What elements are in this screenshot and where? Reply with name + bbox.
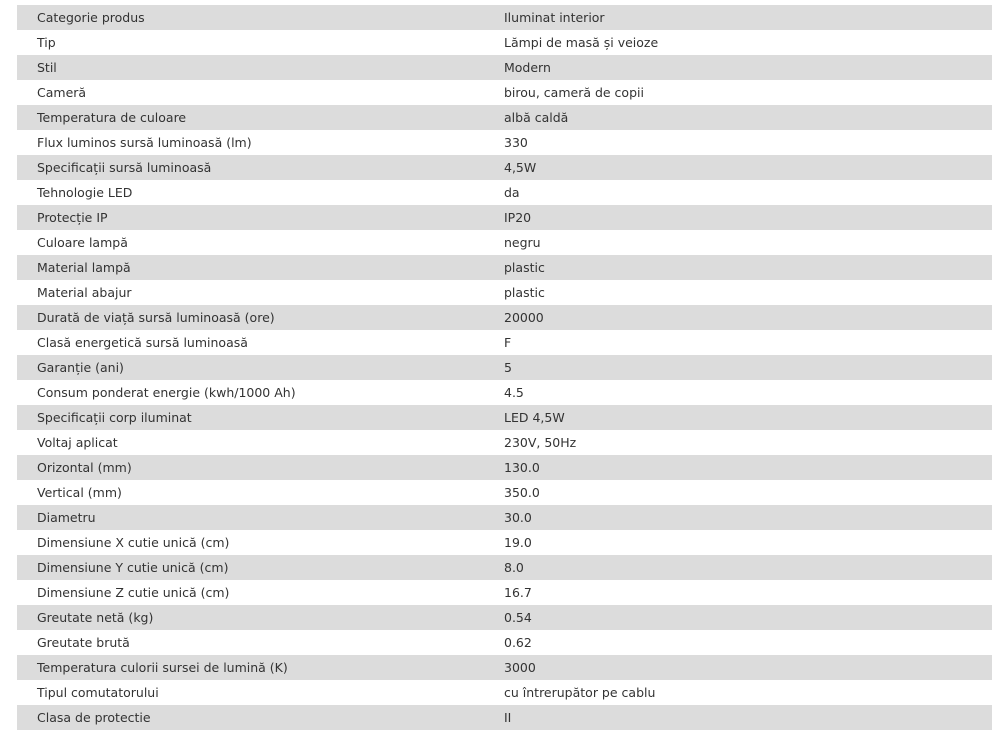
spec-row [17,680,992,705]
specifications-body [17,5,992,730]
spec-value: Modern [504,55,992,80]
spec-value: 330 [504,130,992,155]
spec-value: LED 4,5W [504,405,992,430]
spec-value: plastic [504,280,992,305]
spec-row [17,255,992,280]
spec-label: Flux luminos sursă luminoasă (lm) [17,130,504,155]
spec-label: Culoare lampă [17,230,504,255]
spec-label: Dimensiune Z cutie unică (cm) [17,580,504,605]
spec-value: 16.7 [504,580,992,605]
spec-label: Material lampă [17,255,504,280]
spec-label: Garanție (ani) [17,355,504,380]
spec-label: Diametru [17,505,504,530]
spec-label: Consum ponderat energie (kwh/1000 Ah) [17,380,504,405]
spec-value: 30.0 [504,505,992,530]
spec-value: albă caldă [504,105,992,130]
spec-row [17,30,992,55]
spec-label: Cameră [17,80,504,105]
spec-label: Specificații sursă luminoasă [17,155,504,180]
spec-value: 8.0 [504,555,992,580]
spec-label: Categorie produs [17,5,504,30]
spec-value: 0.62 [504,630,992,655]
spec-label: Dimensiune X cutie unică (cm) [17,530,504,555]
spec-label: Temperatura de culoare [17,105,504,130]
specifications-table [17,5,992,730]
spec-value: 350.0 [504,480,992,505]
spec-row [17,355,992,380]
spec-row [17,205,992,230]
spec-row [17,580,992,605]
spec-label: Durată de viață sursă luminoasă (ore) [17,305,504,330]
spec-label: Voltaj aplicat [17,430,504,455]
spec-value: Iluminat interior [504,5,992,30]
spec-label: Tip [17,30,504,55]
spec-value: 3000 [504,655,992,680]
spec-row [17,330,992,355]
spec-label: Greutate brută [17,630,504,655]
spec-row [17,305,992,330]
spec-row [17,705,992,730]
spec-label: Tehnologie LED [17,180,504,205]
spec-label: Orizontal (mm) [17,455,504,480]
spec-value: 4,5W [504,155,992,180]
spec-value: IP20 [504,205,992,230]
spec-value: negru [504,230,992,255]
spec-label: Clasa de protectie [17,705,504,730]
spec-row [17,405,992,430]
spec-value: 130.0 [504,455,992,480]
spec-row [17,155,992,180]
spec-row [17,655,992,680]
spec-label: Material abajur [17,280,504,305]
spec-row [17,605,992,630]
spec-label: Stil [17,55,504,80]
spec-value: birou, cameră de copii [504,80,992,105]
spec-value: 20000 [504,305,992,330]
spec-row [17,380,992,405]
spec-row [17,5,992,30]
spec-row [17,230,992,255]
spec-label: Specificații corp iluminat [17,405,504,430]
spec-value: 5 [504,355,992,380]
spec-row [17,105,992,130]
spec-row [17,55,992,80]
spec-label: Temperatura culorii sursei de lumină (K) [17,655,504,680]
spec-row [17,430,992,455]
spec-label: Dimensiune Y cutie unică (cm) [17,555,504,580]
spec-row [17,505,992,530]
spec-value: II [504,705,992,730]
spec-value: F [504,330,992,355]
spec-label: Vertical (mm) [17,480,504,505]
spec-value: 4.5 [504,380,992,405]
spec-value: 230V, 50Hz [504,430,992,455]
spec-value: plastic [504,255,992,280]
spec-row [17,530,992,555]
spec-row [17,455,992,480]
spec-row [17,180,992,205]
spec-row [17,130,992,155]
spec-label: Tipul comutatorului [17,680,504,705]
spec-row [17,80,992,105]
spec-row [17,630,992,655]
spec-row [17,280,992,305]
spec-row [17,480,992,505]
spec-value: 19.0 [504,530,992,555]
spec-row [17,555,992,580]
spec-value: cu întrerupător pe cablu [504,680,992,705]
spec-label: Protecție IP [17,205,504,230]
spec-value: 0.54 [504,605,992,630]
spec-label: Clasă energetică sursă luminoasă [17,330,504,355]
spec-value: Lămpi de masă și veioze [504,30,992,55]
spec-value: da [504,180,992,205]
spec-label: Greutate netă (kg) [17,605,504,630]
